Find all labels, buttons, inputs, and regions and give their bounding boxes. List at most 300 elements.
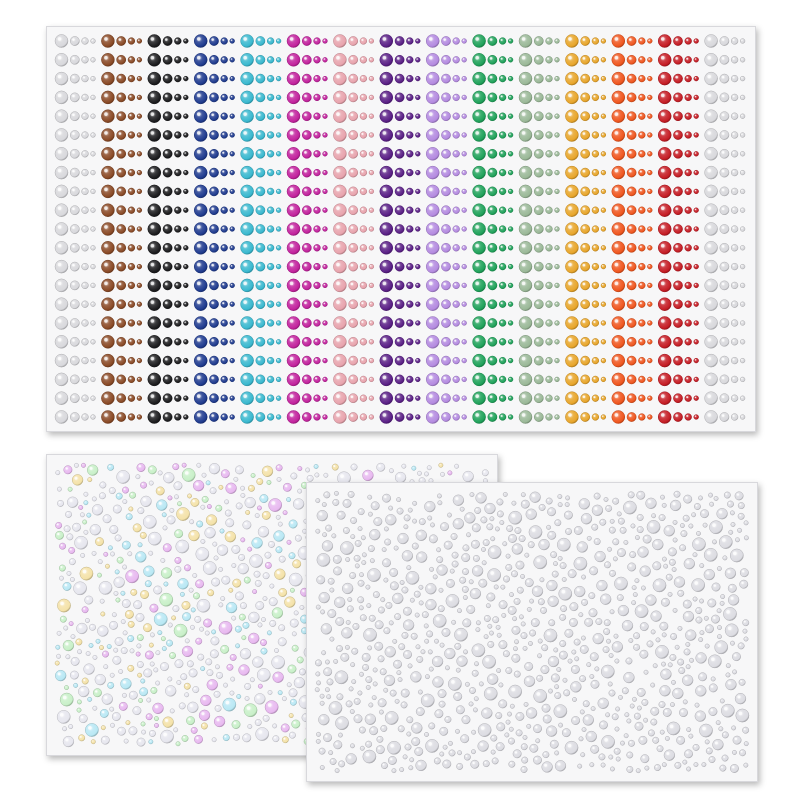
rhinestone-gem — [609, 570, 615, 576]
rhinestone-gem — [283, 510, 287, 514]
rhinestone-gem — [117, 337, 126, 346]
rhinestone-gem — [601, 302, 606, 307]
rhinestone-gem — [70, 168, 79, 177]
rhinestone-gem — [276, 76, 281, 81]
rhinestone-gem — [612, 204, 625, 217]
rhinestone-gem — [174, 94, 181, 101]
rhinestone-gem — [140, 482, 146, 488]
rhinestone-gem — [717, 508, 728, 519]
rhinestone-gem — [627, 130, 636, 139]
rhinestone-gem — [194, 223, 207, 236]
rhinestone-gem — [55, 241, 68, 254]
rhinestone-gem — [483, 539, 489, 545]
rhinestone-gem — [500, 520, 504, 524]
rhinestone-gem — [198, 654, 204, 660]
rhinestone-gem — [685, 320, 692, 327]
rhinestone-gem — [290, 588, 294, 592]
rhinestone-gem — [521, 500, 529, 508]
rhinestone-gem — [183, 302, 188, 307]
rhinestone-gem — [82, 132, 89, 139]
rhinestone-gem — [241, 493, 245, 497]
rhinestone-gem — [627, 318, 636, 327]
rhinestone-gem — [472, 566, 483, 577]
rhinestone-gem — [320, 694, 324, 698]
rhinestone-gem — [126, 514, 132, 520]
rhinestone-gem — [320, 765, 324, 769]
rhinestone-gem — [720, 206, 729, 215]
rhinestone-gem — [638, 320, 645, 327]
rhinestone-gem — [343, 527, 349, 533]
rhinestone-gem — [717, 634, 721, 638]
rhinestone-gem — [93, 706, 97, 710]
rhinestone-gem — [488, 546, 501, 559]
rhinestone-gem — [673, 93, 682, 102]
rhinestone-gem — [205, 527, 216, 538]
rhinestone-gem — [488, 641, 494, 647]
rhinestone-gem — [395, 206, 404, 215]
rhinestone-gem — [99, 645, 103, 649]
rhinestone-gem — [426, 147, 439, 160]
rhinestone-gem — [382, 559, 390, 567]
rhinestone-gem — [519, 53, 532, 66]
rhinestone-gem — [362, 553, 366, 557]
rhinestone-gem — [82, 244, 89, 251]
rhinestone-gem — [276, 515, 280, 519]
rhinestone-gem — [462, 568, 468, 574]
rhinestone-gem — [323, 76, 328, 81]
rhinestone-gem — [209, 463, 220, 474]
rhinestone-gem — [241, 53, 254, 66]
rhinestone-gem — [686, 727, 690, 731]
rhinestone-gem — [581, 636, 585, 640]
rhinestone-gem — [555, 57, 560, 62]
rhinestone-gem — [148, 317, 161, 330]
rhinestone-gem — [534, 74, 543, 83]
rhinestone-gem — [476, 493, 487, 504]
rhinestone-gem — [113, 656, 121, 664]
rhinestone-gem — [740, 396, 745, 401]
rhinestone-gem — [177, 502, 181, 506]
rhinestone-gem — [546, 301, 553, 308]
rhinestone-gem — [519, 373, 532, 386]
rhinestone-gem — [508, 189, 513, 194]
rhinestone-gem — [541, 665, 549, 673]
rhinestone-gem — [668, 663, 672, 667]
rhinestone-gem — [137, 634, 143, 640]
rhinestone-gem — [276, 245, 281, 250]
rhinestone-gem — [521, 632, 527, 638]
rhinestone-gem — [534, 689, 547, 702]
rhinestone-gem — [101, 110, 114, 123]
rhinestone-gem — [380, 185, 393, 198]
rhinestone-gem — [525, 578, 533, 586]
rhinestone-gem — [287, 298, 300, 311]
rhinestone-gem — [360, 301, 367, 308]
rhinestone-gem — [148, 392, 161, 405]
rhinestone-gem — [581, 281, 590, 290]
rhinestone-gem — [333, 298, 346, 311]
rhinestone-gem — [587, 662, 591, 666]
rhinestone-gem — [457, 656, 468, 667]
rhinestone-gem — [592, 357, 599, 364]
rhinestone-gem — [581, 187, 590, 196]
rhinestone-gem — [612, 72, 625, 85]
rhinestone-gem — [70, 262, 79, 271]
rhinestone-gem — [174, 376, 181, 383]
rhinestone-gem — [678, 590, 684, 596]
rhinestone-gem — [647, 114, 652, 119]
rhinestone-gem — [315, 660, 321, 666]
rhinestone-gem — [723, 607, 736, 620]
rhinestone-gem — [438, 605, 444, 611]
rhinestone-gem — [416, 707, 424, 715]
rhinestone-gem — [398, 533, 409, 544]
rhinestone-gem — [302, 36, 311, 45]
rhinestone-gem — [110, 525, 118, 533]
rhinestone-gem — [440, 727, 448, 735]
rhinestone-gem — [565, 260, 578, 273]
rhinestone-gem — [174, 495, 178, 499]
rhinestone-gem — [554, 648, 558, 652]
rhinestone-gem — [384, 675, 395, 686]
rhinestone-gem — [349, 206, 358, 215]
rhinestone-gem — [488, 569, 501, 582]
rhinestone-gem — [451, 620, 455, 624]
rhinestone-gem — [349, 318, 358, 327]
rhinestone-gem — [328, 578, 334, 584]
rhinestone-gem — [117, 375, 126, 384]
rhinestone-gem — [743, 629, 747, 633]
rhinestone-gem — [453, 495, 464, 506]
rhinestone-gem — [161, 568, 172, 579]
rhinestone-gem — [658, 35, 671, 48]
rhinestone-gem — [632, 585, 636, 589]
rhinestone-gem — [412, 466, 416, 470]
rhinestone-gem — [268, 541, 274, 547]
rhinestone-gem — [136, 474, 140, 478]
rhinestone-gem — [97, 573, 101, 577]
rhinestone-gem — [499, 338, 506, 345]
rhinestone-gem — [194, 735, 202, 743]
rhinestone-gem — [508, 283, 513, 288]
rhinestone-gem — [82, 188, 89, 195]
rhinestone-gem — [709, 521, 722, 534]
rhinestone-gem — [235, 644, 239, 648]
rhinestone-gem — [252, 589, 256, 593]
rhinestone-gem — [237, 694, 241, 698]
rhinestone-gem — [221, 150, 228, 157]
rhinestone-gem — [115, 570, 119, 574]
rhinestone-gem — [209, 356, 218, 365]
rhinestone-gem — [739, 750, 745, 756]
rhinestone-gem — [720, 601, 724, 605]
rhinestone-gem — [369, 415, 374, 420]
rhinestone-gem — [548, 531, 556, 539]
rhinestone-gem — [99, 581, 112, 594]
rhinestone-gem — [183, 133, 188, 138]
rhinestone-gem — [406, 301, 413, 308]
rhinestone-gem — [390, 582, 398, 590]
rhinestone-gem — [241, 241, 254, 254]
rhinestone-gem — [509, 592, 513, 596]
rhinestone-gem — [445, 666, 449, 670]
rhinestone-gem — [73, 683, 77, 687]
rhinestone-gem — [163, 318, 172, 327]
rhinestone-gem — [282, 696, 286, 700]
rhinestone-gem — [141, 722, 145, 726]
rhinestone-gem — [570, 681, 581, 692]
rhinestone-gem — [323, 264, 328, 269]
rhinestone-gem — [583, 715, 594, 726]
rhinestone-gem — [429, 567, 433, 571]
rhinestone-gem — [148, 72, 161, 85]
rhinestone-gem — [138, 698, 142, 702]
rhinestone-gem — [323, 302, 328, 307]
rhinestone-gem — [627, 168, 636, 177]
rhinestone-gem — [137, 396, 142, 401]
rhinestone-gem — [446, 594, 459, 607]
rhinestone-gem — [720, 262, 729, 271]
rhinestone-gem — [514, 640, 518, 644]
rhinestone-gem — [633, 644, 639, 650]
rhinestone-gem — [484, 634, 488, 638]
rhinestone-gem — [662, 557, 666, 561]
rhinestone-gem — [117, 356, 126, 365]
rhinestone-gem — [187, 494, 191, 498]
rhinestone-gem — [720, 36, 729, 45]
rhinestone-gem — [412, 543, 418, 549]
rhinestone-gem — [82, 38, 89, 45]
rhinestone-gem — [546, 226, 553, 233]
rhinestone-gem — [174, 357, 181, 364]
rhinestone-gem — [415, 396, 420, 401]
rhinestone-gem — [555, 358, 560, 363]
rhinestone-gem — [230, 151, 235, 156]
rhinestone-gem — [581, 356, 590, 365]
rhinestone-gem — [685, 75, 692, 82]
rhinestone-gem — [287, 72, 300, 85]
rhinestone-gem — [599, 721, 607, 729]
rhinestone-gem — [720, 318, 729, 327]
rhinestone-gem — [137, 208, 142, 213]
rhinestone-gem — [489, 631, 493, 635]
rhinestone-gem — [57, 487, 61, 491]
rhinestone-gem — [473, 298, 486, 311]
rhinestone-gem — [488, 375, 497, 384]
rhinestone-gem — [149, 730, 155, 736]
rhinestone-gem — [694, 245, 699, 250]
rhinestone-gem — [196, 521, 202, 527]
rhinestone-gem — [508, 339, 513, 344]
rhinestone-gem — [509, 727, 513, 731]
rhinestone-gem — [627, 262, 636, 271]
rhinestone-gem — [302, 74, 311, 83]
rhinestone-gem — [671, 680, 675, 684]
rhinestone-gem — [638, 94, 645, 101]
rhinestone-gem — [720, 187, 729, 196]
rhinestone-gem — [705, 91, 718, 104]
rhinestone-gem — [627, 224, 636, 233]
rhinestone-gem — [333, 335, 346, 348]
rhinestone-gem — [739, 679, 745, 685]
rhinestone-gem — [647, 415, 652, 420]
rhinestone-gem — [453, 263, 460, 270]
rhinestone-gem — [201, 723, 207, 729]
rhinestone-gem — [601, 763, 605, 767]
rhinestone-gem — [209, 206, 218, 215]
rhinestone-gem — [121, 647, 127, 653]
rhinestone-gem — [592, 75, 599, 82]
rhinestone-gem — [395, 300, 404, 309]
rhinestone-gem — [558, 494, 562, 498]
rhinestone-gem — [440, 472, 444, 476]
rhinestone-gem — [194, 335, 207, 348]
rhinestone-gem — [267, 414, 274, 421]
rhinestone-gem — [417, 471, 421, 475]
rhinestone-gem — [612, 714, 618, 720]
rhinestone-gem — [473, 279, 486, 292]
rhinestone-gem — [454, 464, 458, 468]
rhinestone-gem — [425, 674, 429, 678]
rhinestone-gem — [55, 223, 68, 236]
rhinestone-gem — [539, 539, 550, 550]
rhinestone-gem — [183, 76, 188, 81]
rhinestone-gem — [508, 114, 513, 119]
rhinestone-gem — [627, 93, 636, 102]
rhinestone-gem — [511, 571, 517, 577]
rhinestone-gem — [307, 475, 313, 481]
rhinestone-gem — [488, 624, 492, 628]
rhinestone-gem — [638, 547, 649, 558]
rhinestone-gem — [122, 693, 126, 697]
rhinestone-gem — [194, 317, 207, 330]
rhinestone-gem — [129, 727, 137, 735]
rhinestone-gem — [360, 38, 367, 45]
rhinestone-gem — [95, 537, 103, 545]
rhinestone-gem — [256, 112, 265, 121]
rhinestone-gem — [512, 501, 516, 505]
rhinestone-gem — [128, 357, 135, 364]
rhinestone-gem — [343, 499, 351, 507]
rhinestone-gem — [295, 535, 301, 541]
rhinestone-gem — [384, 527, 388, 531]
rhinestone-gem — [581, 337, 590, 346]
rhinestone-gem — [709, 707, 717, 715]
rhinestone-gem — [194, 392, 207, 405]
rhinestone-gem — [316, 672, 320, 676]
rhinestone-gem — [63, 582, 71, 590]
rhinestone-gem — [491, 537, 495, 541]
rhinestone-gem — [163, 300, 172, 309]
rhinestone-gem — [590, 653, 598, 661]
rhinestone-gem — [72, 475, 83, 486]
rhinestone-gem — [128, 635, 134, 641]
rhinestone-gem — [267, 75, 274, 82]
rhinestone-gem — [55, 531, 63, 539]
rhinestone-gem — [601, 227, 606, 232]
rhinestone-gem — [287, 260, 300, 273]
rhinestone-gem — [121, 591, 125, 595]
rhinestone-gem — [647, 283, 652, 288]
rhinestone-gem — [558, 556, 562, 560]
rhinestone-gem — [592, 56, 599, 63]
rhinestone-gem — [712, 540, 716, 544]
rhinestone-gem — [173, 605, 179, 611]
rhinestone-gem — [638, 113, 645, 120]
rhinestone-gem — [526, 509, 537, 520]
rhinestone-gem — [555, 76, 560, 81]
rhinestone-gem — [546, 207, 553, 214]
rhinestone-gem — [473, 241, 486, 254]
rhinestone-gem — [499, 320, 506, 327]
rhinestone-gem — [302, 412, 311, 421]
rhinestone-gem — [581, 394, 590, 403]
rhinestone-gem — [448, 471, 452, 475]
rhinestone-gem — [226, 602, 237, 613]
rhinestone-gem — [358, 508, 364, 514]
rhinestone-gem — [615, 707, 619, 711]
rhinestone-gem — [577, 542, 588, 553]
rhinestone-gem — [487, 674, 498, 685]
rhinestone-gem — [636, 768, 640, 772]
rhinestone-gem — [456, 668, 460, 672]
rhinestone-gem — [102, 694, 113, 705]
rhinestone-gem — [406, 395, 413, 402]
rhinestone-gem — [635, 722, 643, 730]
rhinestone-gem — [174, 226, 181, 233]
rhinestone-gem — [390, 690, 396, 696]
rhinestone-gem — [260, 494, 268, 502]
rhinestone-gem — [137, 302, 142, 307]
rhinestone-gem — [415, 283, 420, 288]
rhinestone-gem — [209, 130, 218, 139]
rhinestone-gem — [137, 39, 142, 44]
rhinestone-gem — [731, 244, 738, 251]
rhinestone-gem — [55, 317, 68, 330]
rhinestone-gem — [647, 170, 652, 175]
rhinestone-gem — [456, 706, 464, 714]
rhinestone-gem — [740, 264, 745, 269]
rhinestone-gem — [469, 687, 475, 693]
rhinestone-gem — [462, 716, 470, 724]
rhinestone-gem — [354, 698, 360, 704]
rhinestone-gem — [325, 525, 331, 531]
rhinestone-gem — [110, 673, 114, 677]
rhinestone-gem — [524, 662, 532, 670]
rhinestone-gem — [107, 464, 113, 470]
rhinestone-gem — [117, 412, 126, 421]
rhinestone-gem — [488, 243, 497, 252]
rhinestone-gem — [453, 376, 460, 383]
rhinestone-gem — [137, 738, 145, 746]
rhinestone-gem — [109, 487, 115, 493]
rhinestone-gem — [539, 504, 545, 510]
rhinestone-gem — [534, 168, 543, 177]
rhinestone-gem — [604, 619, 610, 625]
rhinestone-gem — [499, 94, 506, 101]
rhinestone-gem — [360, 357, 367, 364]
rhinestone-gem — [133, 601, 141, 609]
rhinestone-gem — [298, 466, 302, 470]
rhinestone-gem — [183, 57, 188, 62]
rhinestone-gem — [705, 298, 718, 311]
rhinestone-gem — [137, 76, 142, 81]
rhinestone-gem — [583, 701, 589, 707]
rhinestone-gem — [427, 466, 431, 470]
rhinestone-gem — [694, 95, 699, 100]
rhinestone-gem — [380, 298, 393, 311]
rhinestone-gem — [207, 669, 213, 675]
